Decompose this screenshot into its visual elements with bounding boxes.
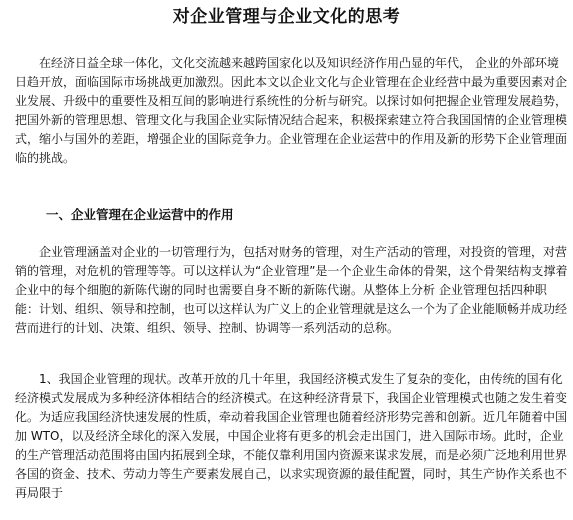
- section-paragraph-1: 企业管理涵盖对企业的一切管理行为，包括对财务的管理，对生产活动的管理，对投资的管理，对营销的管理，对危机的管理等等。可以这样认为“企业管理”是一个企业生命体的骨架，这个骨架结构支撑着企业中的每个细胞的新陈代谢的同时也需要自身不断的新陈代谢。从整体上分析 企业管理包括四种职能：计划、组织、领导和控制，也可以这样认为广义上的企业管理就是这么一个为了企业能顺畅并成功经营而进行的计划、决策、组织、领导、控制、协调等一系列活动的总称。: [15, 245, 568, 335]
- section-heading: 一、企业管理在企业运营中的作用: [46, 207, 234, 222]
- intro-paragraph: 在经济日益全球一体化，文化交流越来越跨国家化以及知识经济作用凸显的年代， 企业的外部环境日趋开放，面临国际市场挑战更加激烈。因此本文以企业文化与企业管理在企业经营中最为重要因素对企业发展、升级中的重要性及相互间的影响进行系统性的分析与研究。以探讨如何把握企业管理发展趋势，把国外新的管理思想、管理文化与我国企业实际情况结合起来，积极探索建立符合我国国情的企业管理模式，缩小与国外的差距，增强企业的国际竞争力。企业管理在企业运营中的作用及新的形势下企业管理面临的挑战。: [15, 56, 568, 165]
- document-title: 对企业管理与企业文化的思考: [172, 7, 401, 27]
- section-paragraph-2: 1、我国企业管理的现状。改革开放的几十年里，我国经济模式发生了复杂的变化，由传统的国有化经济模式发展成为多种经济体相结合的经济模式。在这种经济背景下，我国企业管理模式也随之发生着变化。为适应我国经济快速发展的性质，牵动着我国企业管理也随着经济形势完善和创新。近几年随着中国加 WTO，以及经济全球化的深入发展，中国企业将有更多的机会走出国门，进入国际市场。此时，企业的生产管理活动范围将由国内拓展到全球，不能仅靠利用国内资源来谋求发展，而是必须广泛地利用世界各国的资金、技术、劳动力等生产要素发展自己，以求实现资源的最佳配置，同时，其生产协作关系也不再局限于: [15, 372, 568, 500]
